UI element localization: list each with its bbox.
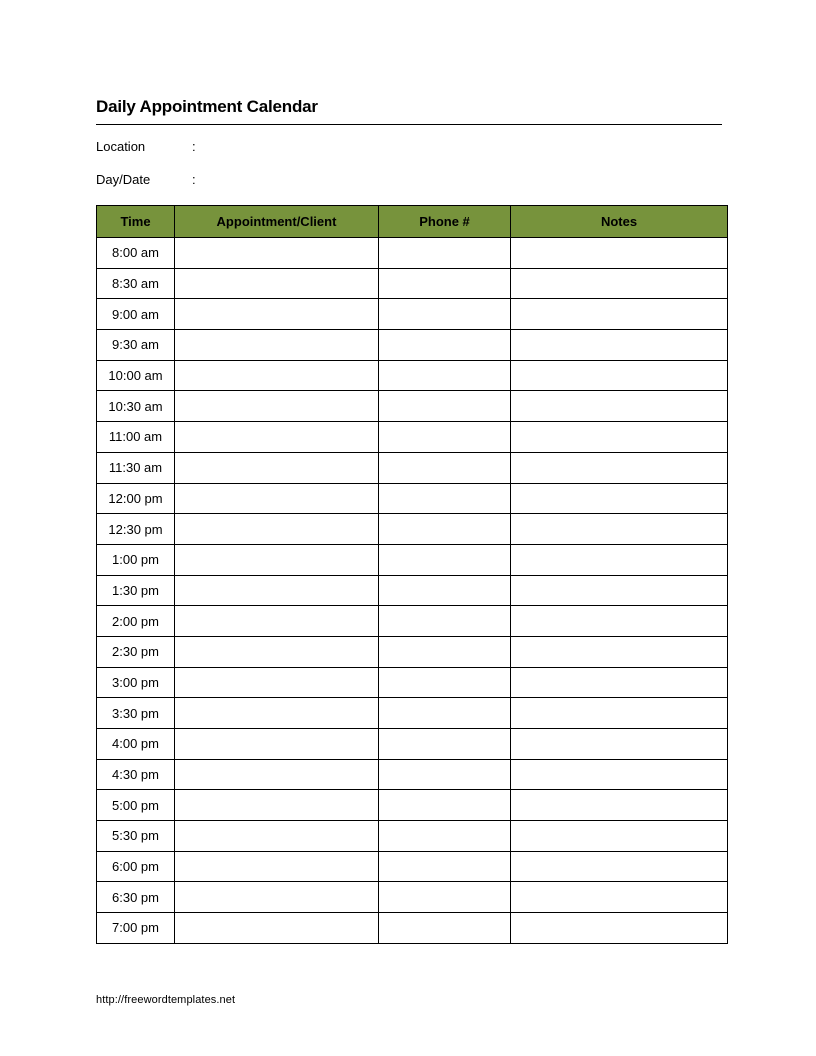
- location-label: Location: [96, 139, 146, 154]
- table-row: [97, 422, 728, 453]
- document-title: Daily Appointment Calendar: [96, 97, 318, 116]
- notes-cell[interactable]: [511, 821, 728, 852]
- phone-cell[interactable]: [379, 575, 511, 606]
- notes-cell[interactable]: [511, 606, 728, 637]
- phone-cell[interactable]: [379, 422, 511, 453]
- appointment-table: [96, 205, 728, 944]
- time-cell: 1:30 pm: [97, 575, 175, 606]
- table-row: [97, 360, 728, 391]
- table-row: [97, 698, 728, 729]
- time-cell: 7:00 pm: [97, 913, 175, 944]
- phone-cell[interactable]: [379, 330, 511, 361]
- notes-cell[interactable]: [511, 790, 728, 821]
- notes-cell[interactable]: [511, 882, 728, 913]
- table-row: [97, 238, 728, 269]
- notes-cell[interactable]: [511, 422, 728, 453]
- phone-cell[interactable]: [379, 698, 511, 729]
- time-cell: 3:00 pm: [97, 667, 175, 698]
- table-header-row: [97, 206, 728, 238]
- phone-cell[interactable]: [379, 238, 511, 269]
- table-row: [97, 729, 728, 760]
- notes-cell[interactable]: [511, 238, 728, 269]
- notes-cell[interactable]: [511, 299, 728, 330]
- appointment-client-cell[interactable]: [175, 268, 379, 299]
- appointment-table-body: [97, 238, 728, 944]
- appointment-client-cell[interactable]: [175, 422, 379, 453]
- phone-cell[interactable]: [379, 913, 511, 944]
- time-cell: 1:00 pm: [97, 544, 175, 575]
- table-row: [97, 667, 728, 698]
- table-row: [97, 452, 728, 483]
- time-cell: 9:30 am: [97, 330, 175, 361]
- table-row: [97, 790, 728, 821]
- table-row: [97, 636, 728, 667]
- header-time: Time: [97, 206, 175, 238]
- table-row: [97, 913, 728, 944]
- phone-cell[interactable]: [379, 483, 511, 514]
- title-divider: [96, 124, 722, 125]
- appointment-client-cell[interactable]: [175, 606, 379, 637]
- table-row: [97, 882, 728, 913]
- time-cell: 10:00 am: [97, 360, 175, 391]
- appointment-client-cell[interactable]: [175, 790, 379, 821]
- notes-cell[interactable]: [511, 698, 728, 729]
- notes-cell[interactable]: [511, 514, 728, 545]
- table-row: [97, 821, 728, 852]
- time-cell: 12:30 pm: [97, 514, 175, 545]
- appointment-client-cell[interactable]: [175, 360, 379, 391]
- appointment-client-cell[interactable]: [175, 882, 379, 913]
- table-row: [97, 268, 728, 299]
- time-cell: 11:30 am: [97, 452, 175, 483]
- phone-cell[interactable]: [379, 790, 511, 821]
- header-notes: Notes: [511, 206, 728, 238]
- time-cell: 4:30 pm: [97, 759, 175, 790]
- time-cell: 11:00 am: [97, 422, 175, 453]
- phone-cell[interactable]: [379, 452, 511, 483]
- notes-cell[interactable]: [511, 330, 728, 361]
- day-date-colon: :: [192, 172, 196, 187]
- table-row: [97, 544, 728, 575]
- time-cell: 6:00 pm: [97, 851, 175, 882]
- day-date-input[interactable]: [206, 171, 606, 189]
- notes-cell[interactable]: [511, 636, 728, 667]
- time-cell: 2:00 pm: [97, 606, 175, 637]
- table-row: [97, 299, 728, 330]
- notes-cell[interactable]: [511, 729, 728, 760]
- day-date-label: Day/Date: [96, 172, 151, 187]
- notes-cell[interactable]: [511, 391, 728, 422]
- phone-cell[interactable]: [379, 360, 511, 391]
- header-appointment-client: Appointment/Client: [175, 206, 379, 238]
- phone-cell[interactable]: [379, 391, 511, 422]
- phone-cell[interactable]: [379, 514, 511, 545]
- notes-cell[interactable]: [511, 759, 728, 790]
- phone-cell[interactable]: [379, 299, 511, 330]
- time-cell: 8:30 am: [97, 268, 175, 299]
- time-cell: 10:30 am: [97, 391, 175, 422]
- table-row: [97, 483, 728, 514]
- appointment-client-cell[interactable]: [175, 238, 379, 269]
- appointment-client-cell[interactable]: [175, 636, 379, 667]
- location-input[interactable]: [206, 138, 606, 156]
- notes-cell[interactable]: [511, 851, 728, 882]
- time-cell: 5:30 pm: [97, 821, 175, 852]
- time-cell: 2:30 pm: [97, 636, 175, 667]
- notes-cell[interactable]: [511, 452, 728, 483]
- table-row: [97, 330, 728, 361]
- appointment-client-cell[interactable]: [175, 851, 379, 882]
- notes-cell[interactable]: [511, 913, 728, 944]
- appointment-client-cell[interactable]: [175, 330, 379, 361]
- table-row: [97, 514, 728, 545]
- phone-cell[interactable]: [379, 667, 511, 698]
- appointment-client-cell[interactable]: [175, 575, 379, 606]
- appointment-client-cell[interactable]: [175, 821, 379, 852]
- appointment-client-cell[interactable]: [175, 483, 379, 514]
- phone-cell[interactable]: [379, 268, 511, 299]
- time-cell: 8:00 am: [97, 238, 175, 269]
- time-cell: 12:00 pm: [97, 483, 175, 514]
- appointment-client-cell[interactable]: [175, 299, 379, 330]
- header-phone: Phone #: [379, 206, 511, 238]
- phone-cell[interactable]: [379, 606, 511, 637]
- phone-cell[interactable]: [379, 851, 511, 882]
- phone-cell[interactable]: [379, 821, 511, 852]
- time-cell: 4:00 pm: [97, 729, 175, 760]
- table-row: [97, 575, 728, 606]
- appointment-client-cell[interactable]: [175, 913, 379, 944]
- notes-cell[interactable]: [511, 268, 728, 299]
- appointment-client-cell[interactable]: [175, 452, 379, 483]
- appointment-client-cell[interactable]: [175, 729, 379, 760]
- appointment-client-cell[interactable]: [175, 514, 379, 545]
- location-colon: :: [192, 139, 196, 154]
- notes-cell[interactable]: [511, 667, 728, 698]
- phone-cell[interactable]: [379, 882, 511, 913]
- notes-cell[interactable]: [511, 544, 728, 575]
- notes-cell[interactable]: [511, 360, 728, 391]
- notes-cell[interactable]: [511, 575, 728, 606]
- appointment-client-cell[interactable]: [175, 667, 379, 698]
- time-cell: 5:00 pm: [97, 790, 175, 821]
- time-cell: 3:30 pm: [97, 698, 175, 729]
- appointment-client-cell[interactable]: [175, 391, 379, 422]
- notes-cell[interactable]: [511, 483, 728, 514]
- table-row: [97, 606, 728, 637]
- phone-cell[interactable]: [379, 636, 511, 667]
- table-row: [97, 851, 728, 882]
- footer-website-link[interactable]: http://freewordtemplates.net: [96, 994, 236, 1006]
- appointment-client-cell[interactable]: [175, 759, 379, 790]
- phone-cell[interactable]: [379, 759, 511, 790]
- appointment-client-cell[interactable]: [175, 698, 379, 729]
- phone-cell[interactable]: [379, 729, 511, 760]
- table-row: [97, 391, 728, 422]
- time-cell: 9:00 am: [97, 299, 175, 330]
- phone-cell[interactable]: [379, 544, 511, 575]
- appointment-client-cell[interactable]: [175, 544, 379, 575]
- table-row: [97, 759, 728, 790]
- time-cell: 6:30 pm: [97, 882, 175, 913]
